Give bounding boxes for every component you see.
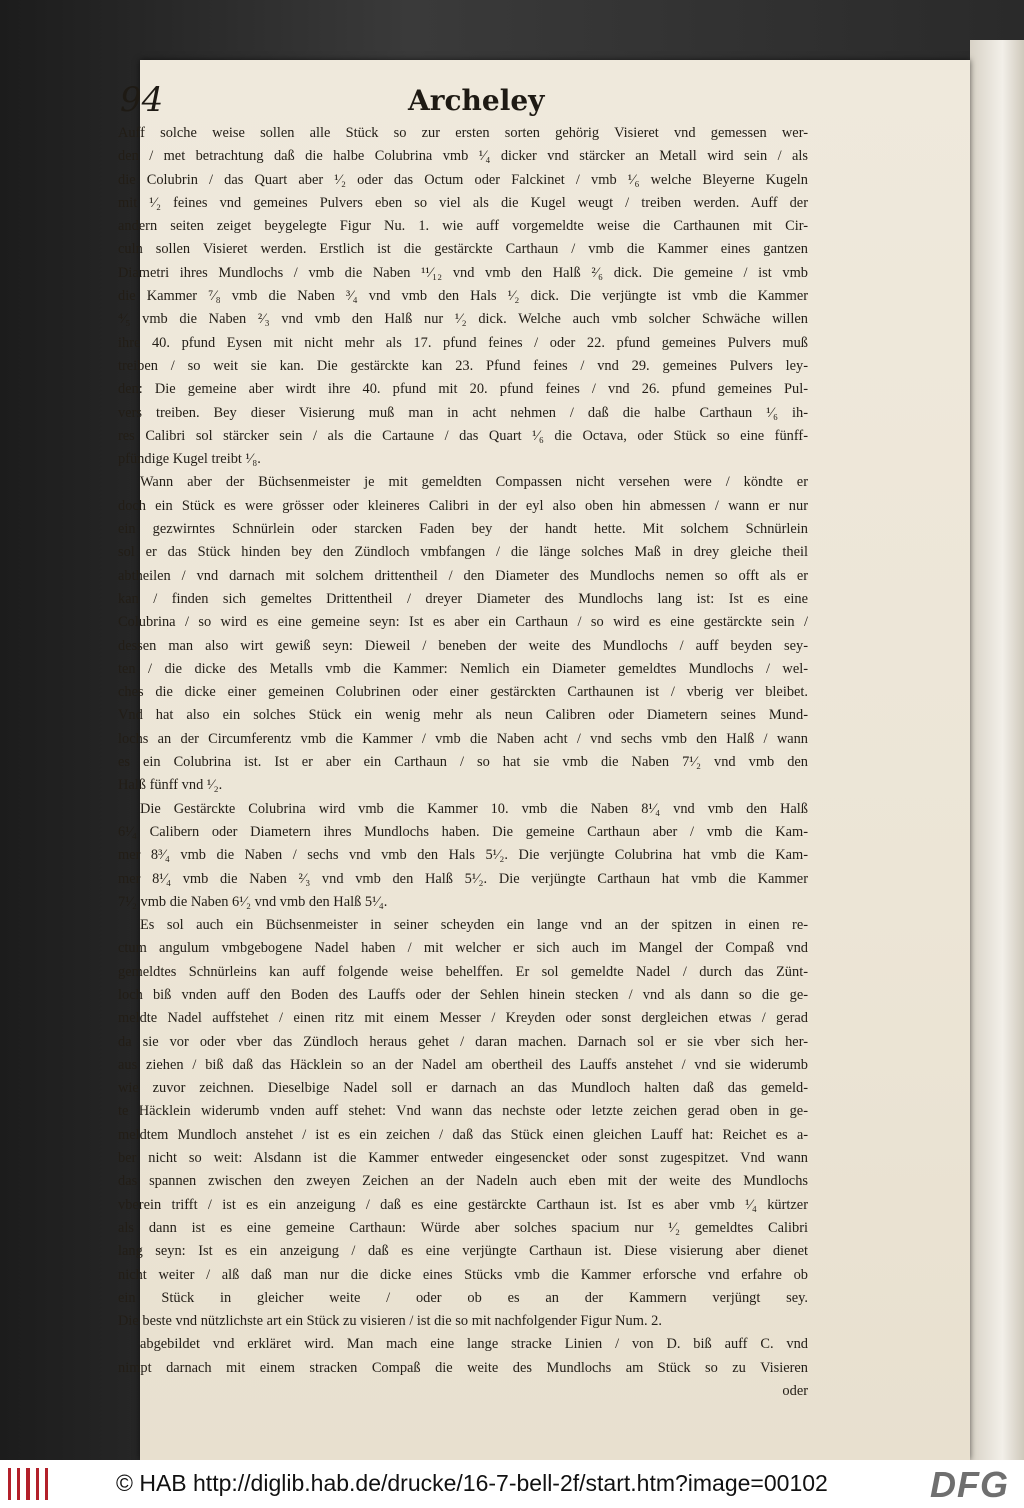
text-line: aus ziehen / biß daß das Häcklein so an der Nadel am obertheil des Lauffs anstehet / vnd sie widerumb bbox=[118, 1056, 808, 1073]
text-line: 7¹⁄₂ vmb die Naben 6¹⁄₂ vnd vmb den Halß 5¹⁄₄. bbox=[118, 893, 388, 910]
text-line: andern seiten zeiget beygelegte Figur Nu. 1. wie auff vorgemeldte weise die Carthaunen mit Cir- bbox=[118, 218, 808, 235]
text-line: vers treiben. Bey dieser Visierung muß man in acht nehmen / daß die halbe Carthaun ¹⁄₆ ih- bbox=[118, 404, 808, 421]
text-line: loch biß vnden auff den Boden des Lauffs oder der Sehlen hinein stecken / vnd als dann so die ge- bbox=[118, 986, 808, 1003]
text-line: Colubrina / so wird es eine gemeine seyn: Ist es aber ein Carthaun / so wird es eine gestärckte sein / bbox=[118, 614, 808, 631]
text-line: ches die dicke einer gemeinen Colubrinen oder einer gestärckten Carthaunen ist / vberig ver bleibet. bbox=[118, 684, 808, 701]
text-line: ein Stück in gleicher weite / oder ob es an der Kammern verjüngt sey. bbox=[118, 1289, 808, 1306]
text-line: nimpt darnach mit einem stracken Compaß die weite des Mundlochs am Stück so zu Visieren bbox=[118, 1359, 808, 1376]
text-line: gemeldtes Schnürleins kan auff folgende weise behelffen. Er sol gemeldte Nadel / durch das Zünt- bbox=[118, 963, 808, 980]
text-line: es ein Colubrina ist. Ist er aber ein Carthaun / so hat sie vmb die Naben 7¹⁄₂ vnd vmb den bbox=[118, 754, 808, 771]
source-credit: © HAB http://diglib.hab.de/drucke/16-7-bell-2f/start.htm?image=00102 bbox=[116, 1470, 828, 1496]
text-line: wie zuvor zeichnen. Dieselbige Nadel soll er darnach an das Mundloch halten daß das gemeld- bbox=[118, 1080, 808, 1097]
text-line: oder bbox=[782, 1383, 808, 1400]
text-line: mer 8¹⁄₄ vmb die Naben ²⁄₃ vnd vmb den Halß 5¹⁄₂. Die verjüngte Carthaun hat vmb die Kammer bbox=[118, 870, 808, 887]
text-line: meldte Nadel auffstehet / einen ritz mit einem Messer / Kreyden oder sonst dergleichen etwas / gerad bbox=[118, 1010, 808, 1027]
text-line: 6¹⁄₄ Calibern oder Diametern ihres Mundlochs haben. Die gemeine Carthaun aber / vmb die Kam- bbox=[118, 823, 808, 840]
text-line: den: Die gemeine aber wirdt ihre 40. pfund mit 20. pfund feines / vnd 26. pfund gemeines Pul- bbox=[118, 381, 808, 398]
running-head: Archeley bbox=[408, 84, 545, 117]
dfg-logo: DFG bbox=[930, 1464, 1009, 1505]
text-line: meldtem Mundloch anstehet / ist es ein zeichen / daß das Stück einen gleichen Lauff hat: Reichet es a- bbox=[118, 1126, 808, 1143]
text-line: ctum angulum vmbgebogene Nadel haben / mit welcher er sich auch im Mangel der Compaß vnd bbox=[118, 940, 808, 957]
text-line: mit ¹⁄₂ feines vnd gemeines Pulvers eben so viel als die Kugel weugt / treiben werden. Auff der bbox=[118, 194, 808, 211]
text-line: culn sollen Visieret werden. Erstlich ist die gestärckte Carthaun / vmb die Kammer eines gantzen bbox=[118, 241, 808, 258]
text-line: treiben / so weit sie kan. Die gestärckte kan 23. Pfund feines / vnd 29. gemeines Pulvers ley- bbox=[118, 357, 808, 374]
text-line: die Colubrin / das Quart aber ¹⁄₂ oder das Octum oder Falckinet / vmb ¹⁄₆ welche Bleyerne Kugeln bbox=[118, 171, 808, 188]
text-line: sol er das Stück hinden bey den Zündloch vmbfangen / die länge solches Maß in drey gleiche theil bbox=[118, 544, 808, 561]
text-line: kan / finden sich gemeltes Drittentheil / dreyer Diameter des Mundlochs lang ist: Ist es eine bbox=[118, 590, 808, 607]
text-line: Vnd hat also ein solches Stück ein wenig mehr als neun Calibren oder Diametern seines Mund- bbox=[118, 707, 808, 724]
text-line: Es sol auch ein Büchsenmeister in seiner scheyden ein lange vnd an der spitzen in einen re- bbox=[140, 917, 808, 934]
text-line: nicht weiter / alß daß man nur die dicke eines Stücks vmb die Kammer erforsche vnd erfahre ob bbox=[118, 1266, 808, 1283]
text-line: Diametri ihres Mundlochs / vmb die Naben ¹¹⁄₁₂ vnd vmb den Halß ²⁄₆ dick. Die gemeine / ist vmb bbox=[118, 264, 808, 281]
text-line: lang seyn: Ist es ein anzeigung / daß es eine verjüngte Carthaun ist. Diese visierung aber dienet bbox=[118, 1243, 808, 1260]
text-line: das spannen zwischen den zweyen Zeichen an der Nadeln auch eben mit der weite des Mundlochs bbox=[118, 1173, 808, 1190]
text-line: te Häcklein widerumb vnden auff stehet: Vnd wann das nechste oder letzte zeichen gerad oben in ge- bbox=[118, 1103, 808, 1120]
page-number: 94 bbox=[120, 80, 164, 120]
next-page-edge bbox=[970, 40, 1024, 1460]
text-line: vberein trifft / ist es ein anzeigung / daß es eine gestärckte Carthaun ist. Ist es aber vmb ¹⁄₄ kürtzer bbox=[118, 1196, 808, 1213]
page-header bbox=[120, 80, 780, 120]
text-line: abtheilen / vnd darnach mit solchem drittentheil / den Diameter des Mundlochs nemen so offt als er bbox=[118, 567, 808, 584]
text-line: pfündige Kugel treibt ¹⁄₈. bbox=[118, 451, 261, 468]
text-line: den / met betrachtung daß die halbe Colubrina vmb ¹⁄₄ dicker vnd stärcker an Metall wird sein / als bbox=[118, 148, 808, 165]
text-line: lochs an der Circumferentz vmb die Kammer / vmb die Naben acht / vnd sechs vmb den Halß / wann bbox=[118, 730, 808, 747]
library-barcode-icon bbox=[8, 1468, 48, 1500]
text-line: als dann ist es eine gemeine Carthaun: Würde aber solches spacium nur ¹⁄₂ gemeldtes Calibri bbox=[118, 1219, 808, 1236]
text-line: mer 8³⁄₄ vmb die Naben / sechs vnd vmb den Hals 5¹⁄₂. Die verjüngte Colubrina hat vmb die Kam- bbox=[118, 847, 808, 864]
text-line: abgebildet vnd erkläret wird. Man mach eine lange stracke Linien / von D. biß auff C. vnd bbox=[140, 1336, 808, 1353]
text-line: die Kammer ⁷⁄₈ vmb die Naben ³⁄₄ vnd vmb den Hals ¹⁄₂ dick. Die verjüngte ist vmb die Kammer bbox=[118, 288, 808, 305]
text-line: ein gezwirntes Schnürlein oder starcken Faden bey der handt hette. Mit solchem Schnürlein bbox=[118, 521, 808, 538]
text-line: doch ein Stück es were grösser oder kleineres Calibri in der eyl also oben hin abmessen / wann er nur bbox=[118, 497, 808, 514]
text-line: ⁴⁄₅ vmb die Naben ²⁄₃ vnd vmb den Halß nur ¹⁄₂ dick. Welche auch vmb solcher Schwäche willen bbox=[118, 311, 808, 328]
footer-bar bbox=[0, 1460, 1024, 1508]
text-line: Die beste vnd nützlichste art ein Stück zu visieren / ist die so mit nachfolgender Figur Num. 2. bbox=[118, 1313, 662, 1330]
text-line: ber nicht so weit: Alsdann ist die Kammer entweder eingesencket oder sonst zugespitzet. Vnd wann bbox=[118, 1150, 808, 1167]
text-line: Die Gestärckte Colubrina wird vmb die Kammer 10. vmb die Naben 8¹⁄₄ vnd vmb den Halß bbox=[140, 800, 808, 817]
body-text bbox=[118, 122, 808, 1403]
text-line: Auff solche weise sollen alle Stück so zur ersten sorten gehörig Visieret vnd gemessen wer- bbox=[118, 125, 808, 141]
text-line: Halß fünff vnd ¹⁄₂. bbox=[118, 777, 223, 794]
text-line: ihre 40. pfund Eysen mit nicht mehr als 17. pfund feines / oder 22. pfund gemeines Pulvers muß bbox=[118, 334, 808, 351]
text-line: res Calibri sol stärcker sein / als die Cartaune / das Quart ¹⁄₆ die Octava, oder Stück so eine fünff- bbox=[118, 427, 808, 444]
text-line: da sie vor oder vber das Zündloch heraus gehet / daran machen. Darnach sol er sie vber sich her- bbox=[118, 1033, 808, 1050]
text-line: ten / die dicke des Metalls vmb die Kammer: Nemlich ein Diameter gemeldtes Mundlochs / wel- bbox=[118, 660, 808, 677]
text-line: dessen man also wirt gewiß seyn: Dieweil / beneben der weite des Mundlochs / auff beyden sey- bbox=[118, 637, 808, 654]
text-line: Wann aber der Büchsenmeister je mit gemeldten Compassen nicht versehen were / köndte er bbox=[140, 474, 808, 491]
